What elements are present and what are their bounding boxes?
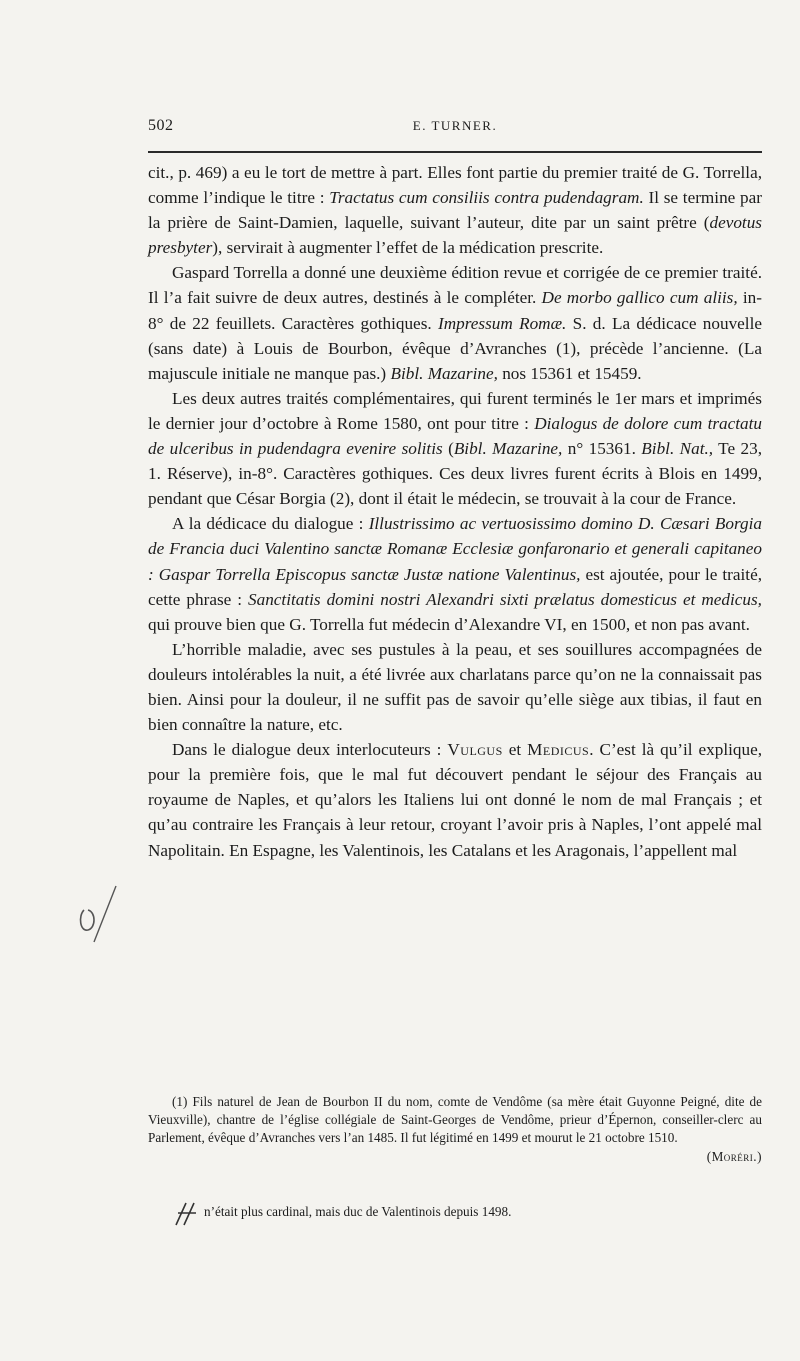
text-run: et [502,740,528,760]
handwritten-margin-mark [76,880,124,950]
paragraph [148,260,762,385]
italic-text: Tractatus cum consiliis contra pudendagram. [329,188,644,208]
small-caps-text: Vulgus [447,740,503,760]
text-run: ), servirait à augmenter l’effet de la médication prescrite. [212,238,604,258]
footnote-attribution: (Moréri.) [706,1148,762,1164]
header-rule [148,151,762,153]
italic-text: devotus presbyter [148,213,762,258]
text-run: est ajoutée, pour le traité, cette phrase : [148,564,762,609]
text-run: L’horrible maladie, avec ses pustules à la peau, et ses souillures accompagnées de douleurs intolérables la nuit, a été livrée aux charlatans parce qu’on ne la connaissait pas bien. Ainsi pour la douleur, il ne suffit pas de savoir qu’elle siège aux tibias, il faut en bien connaître la nature, etc. [148,639,762,735]
page-header [148,117,762,139]
paragraph [148,637,762,737]
text-run: cit., p. 469) a eu le tort de mettre à part. Elles font partie du premier traité de G. Torrella, comme l’indique le titre : [148,163,762,208]
footnotes [148,1093,762,1166]
italic-text: Bibl. Mazarine, [390,363,498,383]
footnote-1: (1) Fils naturel de Jean de Bourbon II du nom, comte de Vendôme (sa mère était Guyonne Peigné, dite de Vieuxville), chantre de l’église collégiale de Saint-Georges de Vendôme, prieur d’Épernon, conseiller-clerc au Parlement, évêque d’Avranches vers l’an 1485. Il fut légitimé en 1499 et mourut le 21 octobre 1510. [148,1094,762,1146]
text-run: nos 15361 et 15459. [497,363,642,383]
italic-text: Bibl. Nat., [641,439,714,459]
paragraph [148,160,762,260]
paragraph [148,737,762,862]
text-run: S. d. La dédicace nouvelle (sans date) à Louis de Bourbon, évêque d’Avranches (1), précède l’ancienne. (La majuscule initiale ne manque pas.) [148,313,762,383]
italic-text: De morbo gallico cum aliis, [541,288,738,308]
text-run: Il se termine par la prière de Saint-Damien, laquelle, suivant l’auteur, dite par un saint prêtre ( [148,188,762,233]
text-run: Dans le dialogue deux interlocuteurs : [172,740,448,760]
text-run: qui prouve bien que G. Torrella fut médecin d’Alexandre VI, en 1500, et non pas avant. [148,614,750,634]
paragraph [148,386,762,511]
italic-text: Illustrissimo ac vertuosissimo domino D. Cæsari Borgia de Francia duci Valentino sanctæ Romanæ Ecclesiæ gonfaronario et generali capitaneo : Gaspar Torrella Episcopus sanctæ Justæ natione Valentinus, [148,514,763,584]
text-run: Les deux autres traités complémentaires, qui furent terminés le 1er mars et imprimés le dernier jour d’octobre à Rome 1580, ont pour titre : [148,388,762,433]
text-run: Gaspard Torrella a donné une deuxième édition revue et corrigée de ce premier traité. Il l’a fait suivre de deux autres, destinés à le compléter. [148,263,762,308]
italic-text: Dialogus de dolore cum tractatu de ulceribus in pudendagra evenire solitis [148,413,762,459]
text-run: A la dédicace du dialogue : [172,514,369,534]
italic-text: Sanctitatis domini nostri Alexandri sixti prælatus domesticus et medicus, [248,589,762,609]
footnote-2-fragment: n’était plus cardinal, mais duc de Valentinois depuis 1498. [204,1204,512,1219]
handwritten-annotation-mark [172,1201,204,1227]
page-number: 502 [148,117,174,134]
italic-text: Bibl. Mazarine, [453,439,563,459]
text-run: n° 15361. [562,439,642,459]
text-run: Te 23, 1. Réserve), in-8°. Caractères gothiques. Ces deux livres furent écrits à Blois en 1499, pendant que César Borgia (2), dont il était le médecin, se trouvait à la cour de France. [148,439,762,509]
small-caps-text: Medicus [527,740,590,760]
paragraph [148,511,762,636]
running-title: E. TURNER. [412,118,498,133]
text-run: . C’est là qu’il explique, pour la première fois, que le mal fut découvert pendant le séjour des Français au royaume de Naples, et qu’alors les Italiens lui ont donné le nom de mal Français ; et qu’au contraire les Français à leur retour, croyant l’avoir pris à Naples, l’ont appelé mal Napolitain. En Espagne, les Valentinois, les Catalans et les Aragonais, l’appellent mal [148,740,762,860]
italic-text: Impressum Romæ. [437,313,567,333]
text-run: in-8° de 22 feuillets. Caractères gothiques. [148,288,762,333]
main-text [148,160,762,863]
text-run: ( [442,439,454,459]
